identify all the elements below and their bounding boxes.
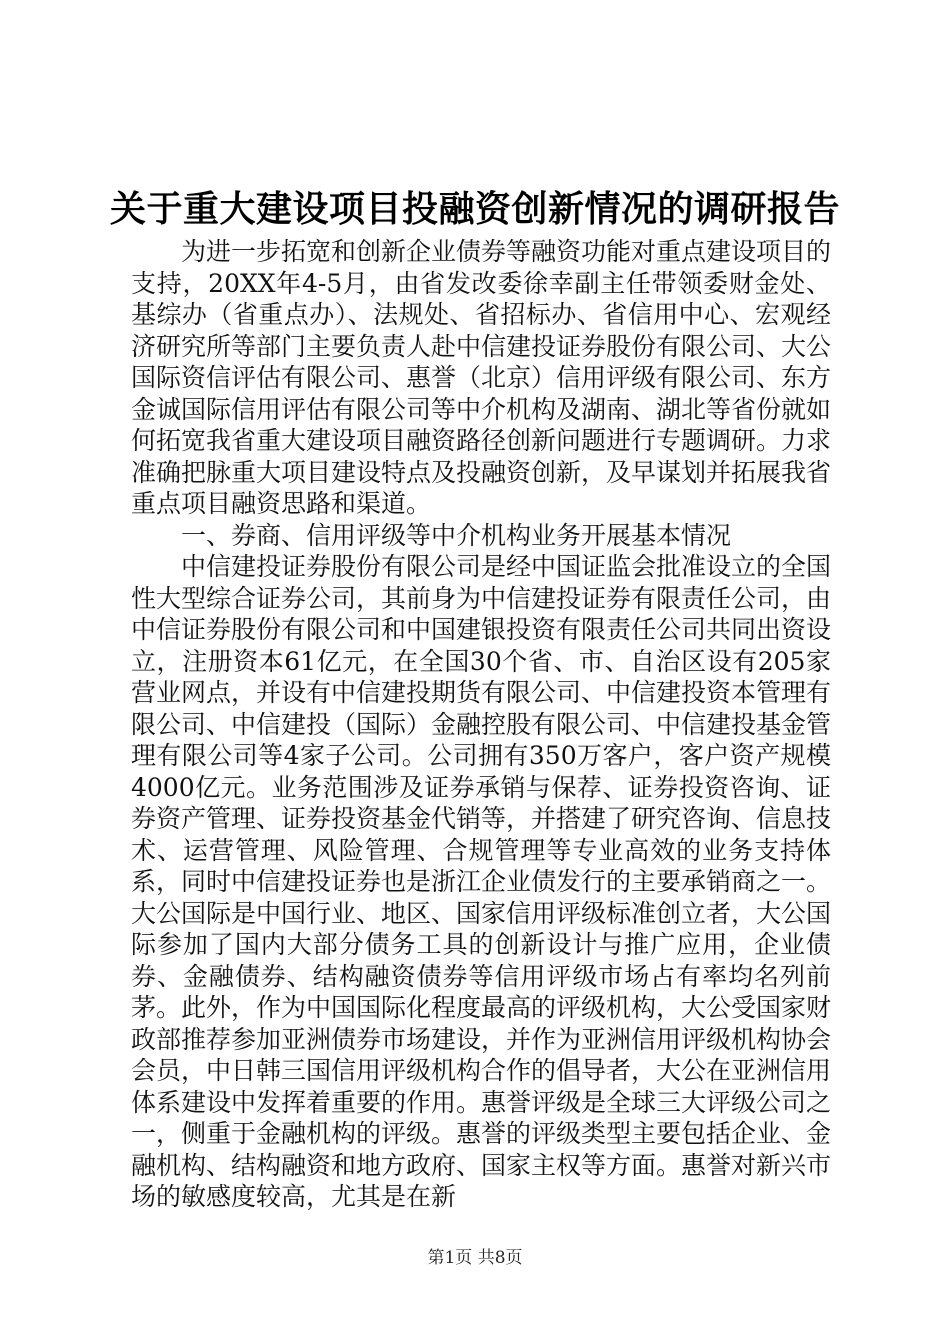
document-body <box>131 236 831 1213</box>
document-title: 关于重大建设项目投融资创新情况的调研报告 <box>109 189 840 230</box>
page-number-footer: 第1页 共8页 <box>427 1248 523 1268</box>
paragraph-agencies: 中信建投证券股份有限公司是经中国证监会批准设立的全国性大型综合证券公司，其前身为中信建投证券有限责任公司，由中信证券股份有限公司和中国建银投资有限责任公司共同出资设立，注册资本61亿元，在全国30个省、市、自治区设有205家营业网点，并设有中信建投期货有限公司、中信建投资本管理有限公司、中信建投（国际）金融控股有限公司、中信建投基金管理有限公司等4家子公司。公司拥有350万客户，客户资产规模4000亿元。业务范围涉及证券承销与保荐、证券投资咨询、证券资产管理、证券投资基金代销等，并搭建了研究咨询、信息技术、运营管理、风险管理、合规管理等专业高效的业务支持体系，同时中信建投证券也是浙江企业债发行的主要承销商之一。大公国际是中国行业、地区、国家信用评级标准创立者，大公国际参加了国内大部分债务工具的创新设计与推广应用，企业债券、金融债券、结构融资债券等信用评级市场占有率均名列前茅。此外，作为中国国际化程度最高的评级机构，大公受国家财政部推荐参加亚洲债券市场建设，并作为亚洲信用评级机构协会会员，中日韩三国信用评级机构合作的倡导者，大公在亚洲信用体系建设中发挥着重要的作用。惠誉评级是全球三大评级公司之一，侧重于金融机构的评级。惠誉的评级类型主要包括企业、金融机构、结构融资和地方政府、国家主权等方面。惠誉对新兴市场的敏感度较高，尤其是在新 <box>131 552 832 1211</box>
paragraph-intro: 为进一步拓宽和创新企业债券等融资功能对重点建设项目的支持，20XX年4-5月，由省发改委徐幸副主任带领委财金处、基综办（省重点办）、法规处、省招标办、省信用中心、宏观经济研究所等部门主要负责人赴中信建投证券股份有限公司、大公国际资信评估有限公司、惠誉（北京）信用评级有限公司、东方金诚国际信用评估有限公司等中介机构及湖南、湖北等省份就如何拓宽我省重大建设项目融资路径创新问题进行专题调研。力求准确把脉重大项目建设特点及投融资创新，及早谋划并拓展我省重点项目融资思路和渠道。 <box>131 237 832 518</box>
section-heading: 一、券商、信用评级等中介机构业务开展基本情况 <box>181 520 732 550</box>
